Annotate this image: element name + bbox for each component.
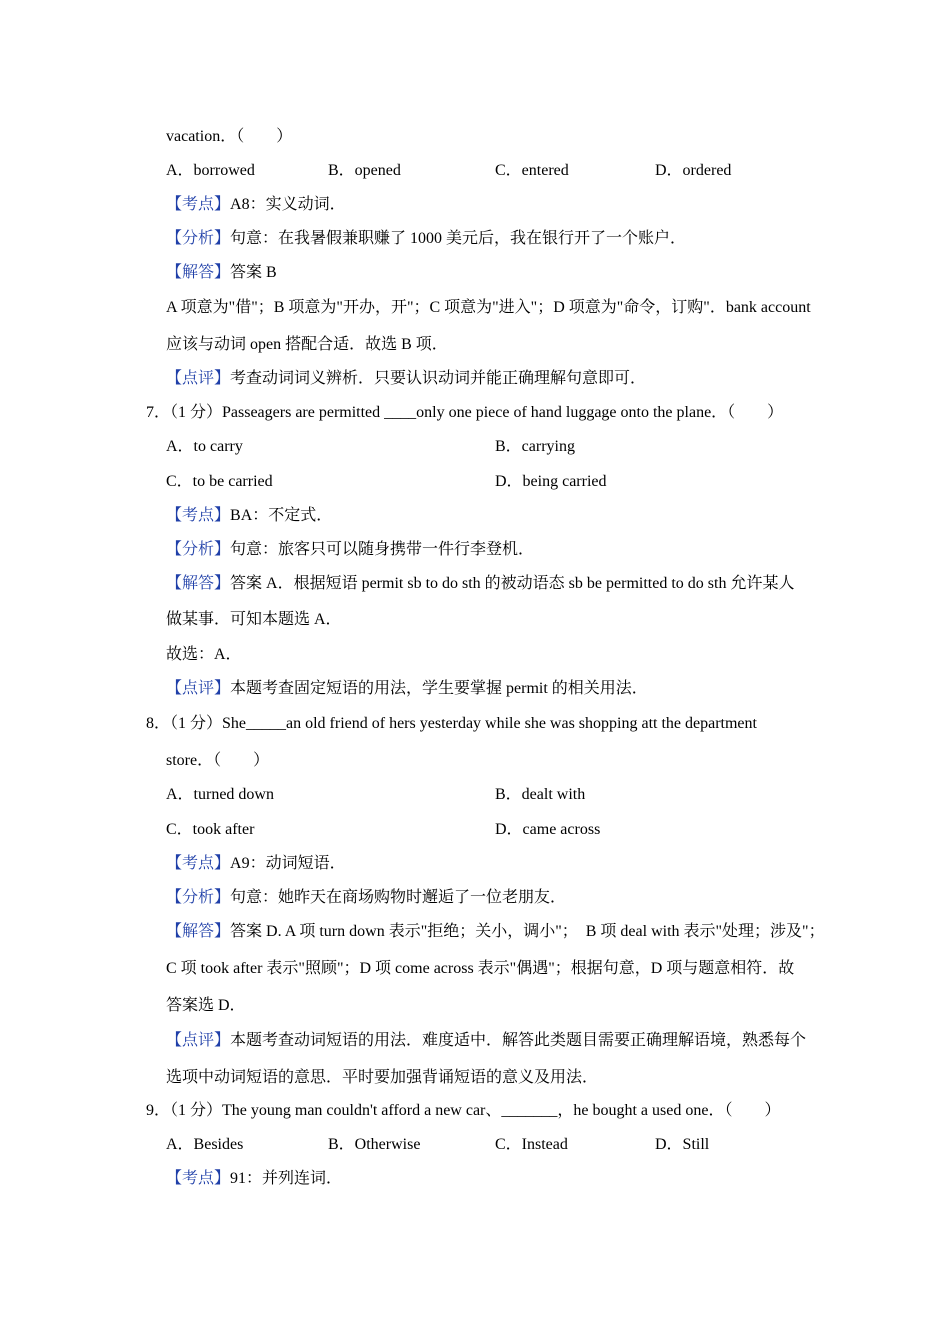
dianping-tag: 【点评】 xyxy=(166,370,231,387)
q9-kaodian-line xyxy=(166,1169,342,1189)
q7-dianping-text: 本题考查固定短语的用法，学生要掌握 permit 的相关用法． xyxy=(230,680,648,697)
q8-option-b: B．dealt with xyxy=(495,786,586,803)
q8-jieda-text: 答案 D. A 项 turn down 表示"拒绝；关小，调小"； B 项 deal with 表示"处理；涉及"； xyxy=(230,923,825,940)
q8-fenxi-text: 句意：她昨天在商场购物时邂逅了一位老朋友． xyxy=(230,889,567,906)
kaodian-text: A8：实义动词． xyxy=(230,196,346,213)
option-a: A．borrowed xyxy=(166,162,255,179)
q7-fenxi-tag: 【分析】 xyxy=(166,541,231,558)
q8-jieda-line-3: 答案选 D． xyxy=(166,997,246,1014)
fenxi-text: 句意：在我暑假兼职赚了 1000 美元后，我在银行开了一个账户． xyxy=(230,230,687,247)
q7-option-d: D．being carried xyxy=(495,473,607,490)
q7-jieda-text: 答案 A．根据短语 permit sb to do sth 的被动语态 sb be permitted to do sth 允许某人 xyxy=(230,575,795,592)
q9-option-b: B．Otherwise xyxy=(328,1136,421,1153)
q7-jieda-line xyxy=(166,574,794,594)
q8-dianping-line-2: 选项中动词短语的意思．平时要加强背诵短语的意义及用法． xyxy=(166,1069,599,1086)
kaodian-line xyxy=(166,195,346,215)
jieda-line-2: A 项意为"借"；B 项意为"开办，开"；C 项意为"进入"；D 项意为"命令，订购"．bank account xyxy=(166,299,811,316)
q8-kaodian-tag: 【考点】 xyxy=(166,855,231,872)
q7-fenxi-line xyxy=(166,540,534,560)
dianping-line xyxy=(166,369,646,389)
q8-fenxi-tag: 【分析】 xyxy=(166,889,231,906)
q7-kaodian-text: BA：不定式． xyxy=(230,507,333,524)
q9-option-a: A．Besides xyxy=(166,1136,244,1153)
q8-dianping-text: 本题考查动词短语的用法．难度适中．解答此类题目需要正确理解语境，熟悉每个 xyxy=(230,1032,807,1049)
q7-stem: 7．（1 分）Passeagers are permitted ____only one piece of hand luggage onto the plane．（ ） xyxy=(146,404,784,421)
q7-option-a: A．to carry xyxy=(166,438,243,455)
jieda-tag: 【解答】 xyxy=(166,264,231,281)
q8-jieda-line-2: C 项 took after 表示"照顾"；D 项 come across 表示"偶遇"；根据句意，D 项与题意相符．故 xyxy=(166,960,795,977)
q8-option-c: C．took after xyxy=(166,821,255,838)
q8-dianping-line xyxy=(166,1031,806,1051)
q8-option-a: A．turned down xyxy=(166,786,274,803)
q9-kaodian-text: 91：并列连词． xyxy=(230,1170,343,1187)
option-b: B．opened xyxy=(328,162,401,179)
jieda-text: 答案 B xyxy=(230,264,277,281)
fenxi-tag: 【分析】 xyxy=(166,230,231,247)
q9-stem: 9．（1 分）The young man couldn't afford a new car、_______，he bought a used one．（ ） xyxy=(146,1102,781,1119)
q8-fenxi-line xyxy=(166,888,566,908)
fenxi-line xyxy=(166,229,686,249)
question-stem-tail: vacation．（ ） xyxy=(166,128,293,145)
q8-jieda-line xyxy=(166,922,825,942)
q7-jieda-line-3: 故选：A． xyxy=(166,646,242,663)
q7-option-b: B．carrying xyxy=(495,438,575,455)
q7-fenxi-text: 句意：旅客只可以随身携带一件行李登机． xyxy=(230,541,535,558)
option-d: D．ordered xyxy=(655,162,732,179)
q7-kaodian-line xyxy=(166,506,332,526)
q8-dianping-tag: 【点评】 xyxy=(166,1032,231,1049)
jieda-line-3: 应该与动词 open 搭配合适．故选 B 项． xyxy=(166,336,448,353)
q8-kaodian-line xyxy=(166,854,346,874)
q8-stem-line-2: store．（ ） xyxy=(166,752,270,769)
q7-dianping-line xyxy=(166,679,648,699)
jieda-line xyxy=(166,263,277,283)
q9-kaodian-tag: 【考点】 xyxy=(166,1170,231,1187)
q7-option-c: C．to be carried xyxy=(166,473,273,490)
q8-kaodian-text: A9：动词短语． xyxy=(230,855,346,872)
option-c: C．entered xyxy=(495,162,569,179)
kaodian-tag: 【考点】 xyxy=(166,196,231,213)
dianping-text: 考查动词词义辨析．只要认识动词并能正确理解句意即可． xyxy=(230,370,647,387)
q8-option-d: D．came across xyxy=(495,821,601,838)
q7-kaodian-tag: 【考点】 xyxy=(166,507,231,524)
q9-option-c: C．Instead xyxy=(495,1136,568,1153)
q7-dianping-tag: 【点评】 xyxy=(166,680,231,697)
q7-jieda-tag: 【解答】 xyxy=(166,575,231,592)
q7-jieda-line-2: 做某事．可知本题选 A． xyxy=(166,611,342,628)
q9-option-d: D．Still xyxy=(655,1136,710,1153)
q8-stem: 8．（1 分）She_____an old friend of hers yesterday while she was shopping att the department xyxy=(146,715,757,732)
q8-jieda-tag: 【解答】 xyxy=(166,923,231,940)
